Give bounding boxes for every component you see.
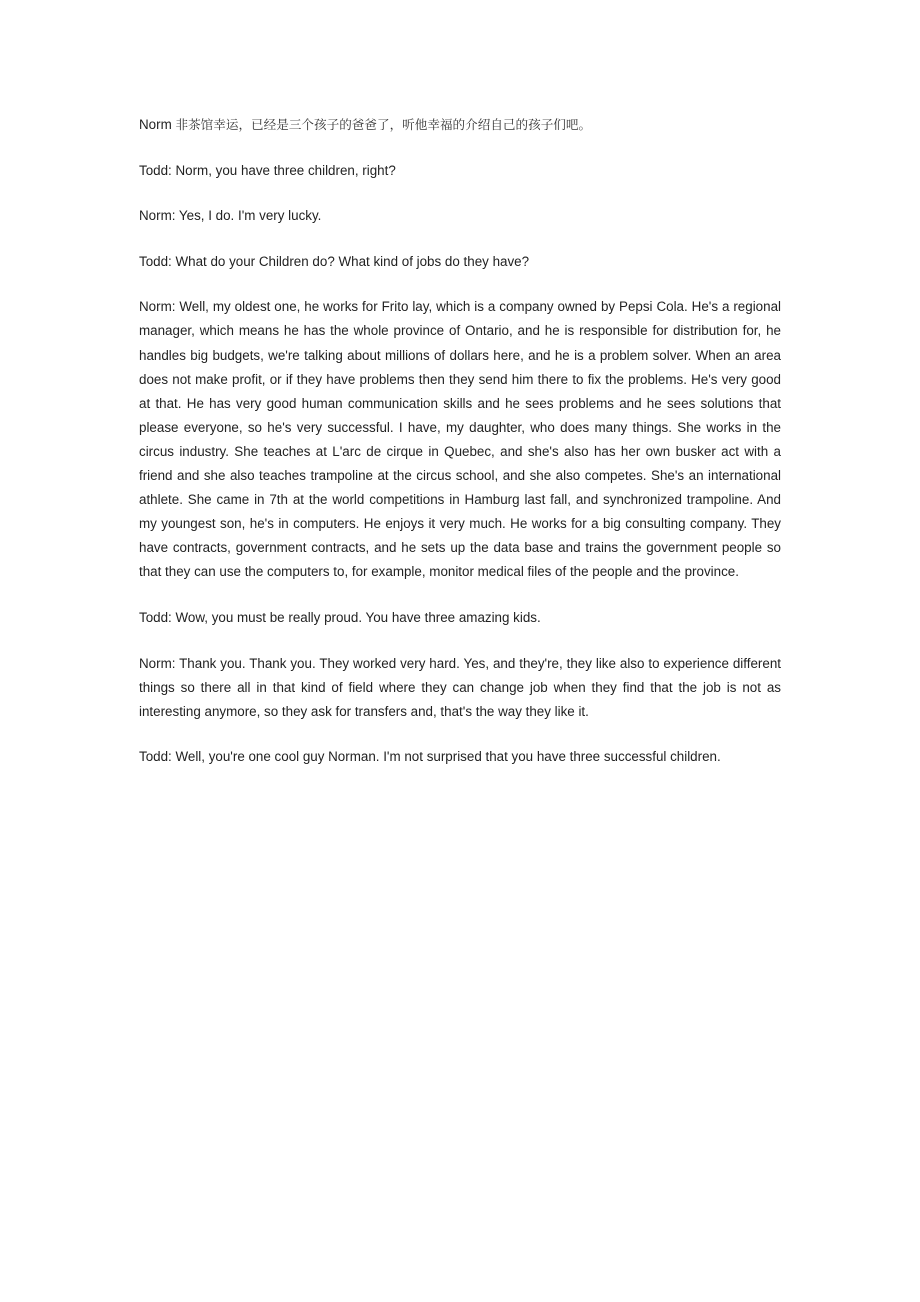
document-body [139, 113, 781, 791]
dialogue-line: Todd: Wow, you must be really proud. You have three amazing kids. [139, 610, 541, 625]
intro-text: 非茶馆幸运，已经是三个孩子的爸爸了，听他幸福的介绍自己的孩子们吧。 [175, 117, 592, 132]
dialogue-line: Norm: Well, my oldest one, he works for Frito lay, which is a company owned by Pepsi Cola. He's a regional manager, which means he has the whole province of Ontario, and he is responsible for distribution for, he handles big budgets, we're talking about millions of dollars here, and he is a problem solver. When an area does not make profit, or if they have problems then they send him there to fix the problems. He's very good at that. He has very good human communication skills and he sees problems and he sees solutions that please everyone, so he's very successful. I have, my daughter, who does many things. She works in the circus industry. She teaches at L'arc de cirque in Quebec, and she's also has her own busker act with a friend and she also teaches trampoline at the circus school, and she also competes. She's an international athlete. She came in 7th at the world competitions in Hamburg last fall, and synchronized trampoline. And my youngest son, he's in computers. He enjoys it very much. He works for a big consulting company. They have contracts, government contracts, and he sets up the data base and trains the government people so that they can use the computers to, for example, monitor medical files of the people and the province. [139, 299, 781, 580]
intro-speaker: Norm [139, 117, 172, 132]
dialogue-line: Todd: What do your Children do? What kind of jobs do they have? [139, 253, 530, 269]
dialogue-line: Norm: Thank you. Thank you. They worked very hard. Yes, and they're, they like also to experience different things so there all in that kind of field where they can change job when they find that the job is not as interesting anymore, so they ask for transfers and, that's the way they like it. [139, 655, 781, 719]
dialogue-line: Todd: Norm, you have three children, right? [139, 162, 396, 178]
dialogue-line: Todd: Well, you're one cool guy Norman. I'm not surprised that you have three successful children. [139, 749, 721, 765]
intro-line [139, 113, 781, 137]
dialogue-line: Norm: Yes, I do. I'm very lucky. [139, 208, 322, 224]
